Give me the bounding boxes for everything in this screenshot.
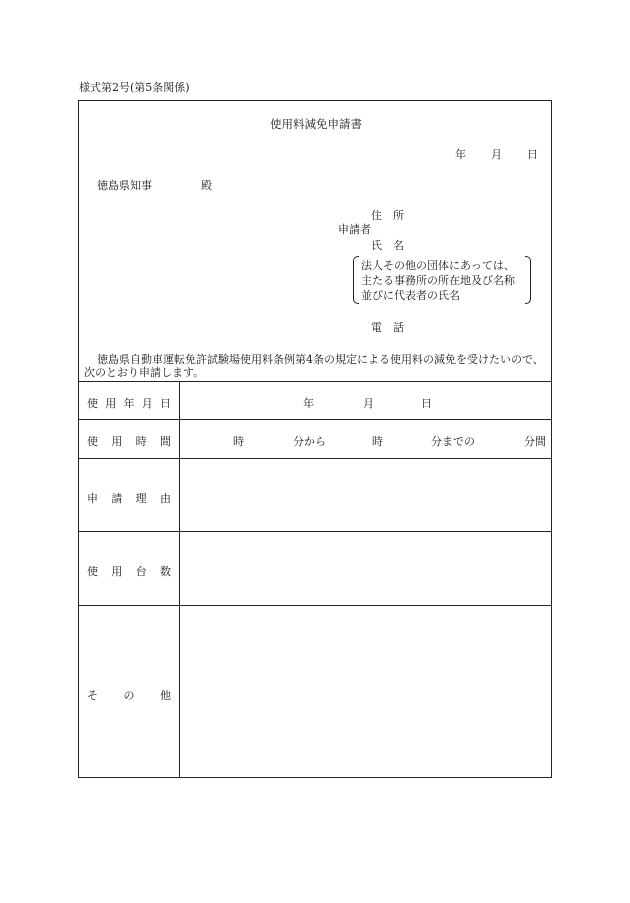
- phone-label: 電 話: [371, 321, 404, 334]
- address-label: 住 所: [371, 209, 404, 222]
- form-title: 使用料減免申請書: [270, 117, 362, 131]
- usage-date-year: 年: [303, 397, 314, 410]
- usage-date-day: 日: [421, 397, 432, 410]
- other-label: そ の 他: [87, 689, 171, 702]
- form-number: 様式第2号(第5条関係): [79, 81, 190, 94]
- addressee-honorific: 殿: [201, 179, 212, 192]
- usage-time-minutes: 分間: [524, 435, 546, 448]
- date-year: 年: [455, 148, 466, 161]
- corp-note-line-1: 法人その他の団体にあっては、: [361, 259, 515, 272]
- usage-time-min-to: 分までの: [431, 435, 475, 448]
- vehicle-count-label: 使 用 台 数: [87, 565, 171, 578]
- name-label: 氏 名: [371, 239, 404, 252]
- reason-label: 申 請 理 由: [87, 492, 171, 505]
- usage-time-min-from: 分から: [293, 435, 326, 448]
- corp-note-line-2: 主たる事務所の所在地及び名称: [361, 274, 515, 287]
- date-month: 月: [491, 148, 502, 161]
- usage-time-label: 使 用 時 間: [87, 435, 171, 448]
- date-day: 日: [527, 148, 538, 161]
- usage-date-month: 月: [363, 397, 374, 410]
- corp-note-bracket: [353, 256, 531, 304]
- usage-date-label: 使 用 年 月 日: [87, 397, 171, 410]
- application-statement: 徳島県自動車運転免許試験場使用料条例第4条の規定による使用料の減免を受けたいので、次のとおり申請します。: [84, 353, 544, 379]
- usage-time-hour-from: 時: [233, 435, 244, 448]
- application-form: [78, 100, 552, 778]
- usage-time-hour-to: 時: [372, 435, 383, 448]
- applicant-label: 申請者: [338, 223, 371, 236]
- addressee-name: 徳島県知事: [97, 179, 152, 192]
- corp-note-line-3: 並びに代表者の氏名: [361, 289, 460, 302]
